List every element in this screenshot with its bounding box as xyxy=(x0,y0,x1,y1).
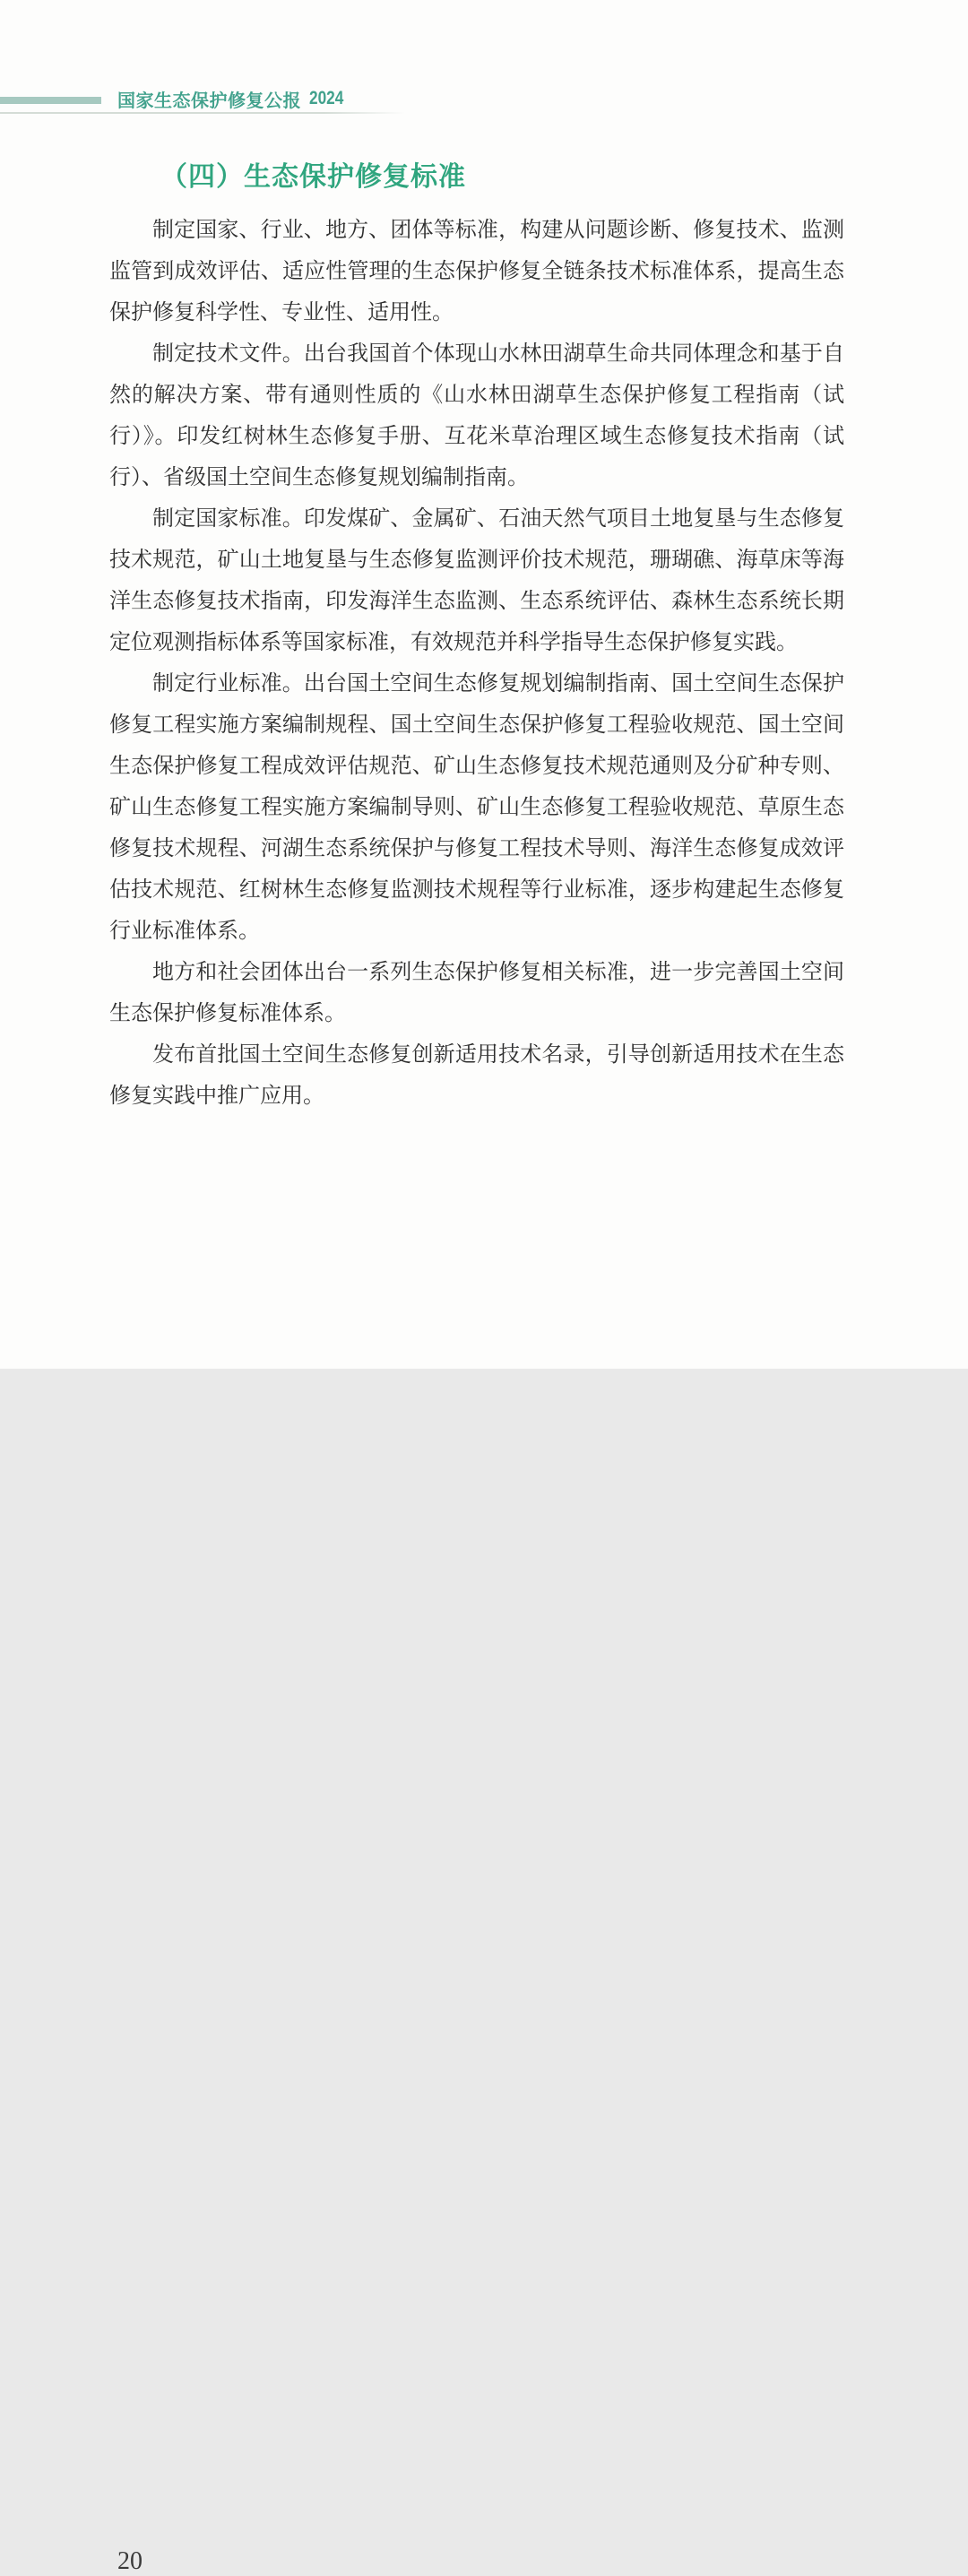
section-heading: （四）生态保护修复标准 xyxy=(160,162,466,192)
header-rule xyxy=(0,112,405,114)
paragraph-national-standards: 制定国家标准。印发煤矿、金属矿、石油天然气项目土地复垦与生态修复技术规范，矿山土地复垦与生态修复监测评价技术规范，珊瑚礁、海草床等海洋生态修复技术指南，印发海洋生态监测、生态系统评估、森林生态系统长期定位观测指标体系等国家标准，有效规范并科学指导生态保护修复实践。 xyxy=(109,507,844,654)
paragraph-technical-documents: 制定技术文件。出台我国首个体现山水林田湖草生命共同体理念和基于自然的解决方案、带有通则性质的《山水林田湖草生态保护修复工程指南（试行）》。印发红树林生态修复手册、互花米草治理区域生态修复技术指南（试行）、省级国土空间生态修复规划编制指南。 xyxy=(109,342,844,489)
paragraph-local-group-standards: 地方和社会团体出台一系列生态保护修复相关标准，进一步完善国土空间生态保护修复标准体系。 xyxy=(109,961,844,1025)
header-accent-bar xyxy=(0,97,101,104)
report-title: 国家生态保护修复公报 xyxy=(117,91,301,111)
page-number: 20 xyxy=(117,2547,143,2575)
page-footer xyxy=(0,1270,968,2575)
paragraph-standards-overview: 制定国家、行业、地方、团体等标准，构建从问题诊断、修复技术、监测监管到成效评估、适应性管理的生态保护修复全链条技术标准体系，提高生态保护修复科学性、专业性、适用性。 xyxy=(109,219,844,324)
paragraph-industry-standards: 制定行业标准。出台国土空间生态修复规划编制指南、国土空间生态保护修复工程实施方案编制规程、国土空间生态保护修复工程验收规范、国土空间生态保护修复工程成效评估规范、矿山生态修复技术规范通则及分矿种专则、矿山生态修复工程实施方案编制导则、矿山生态修复工程验收规范、草原生态修复技术规程、河湖生态系统保护与修复工程技术导则、海洋生态修复成效评估技术规范、红树林生态修复监测技术规程等行业标准，逐步构建起生态修复行业标准体系。 xyxy=(109,672,844,943)
report-year: 2024 xyxy=(309,88,344,108)
paragraph-innovation-catalog: 发布首批国土空间生态修复创新适用技术名录，引导创新适用技术在生态修复实践中推广应用。 xyxy=(109,1043,844,1108)
page-header xyxy=(0,0,968,117)
header-titles xyxy=(117,88,351,109)
document-body xyxy=(109,210,844,1117)
